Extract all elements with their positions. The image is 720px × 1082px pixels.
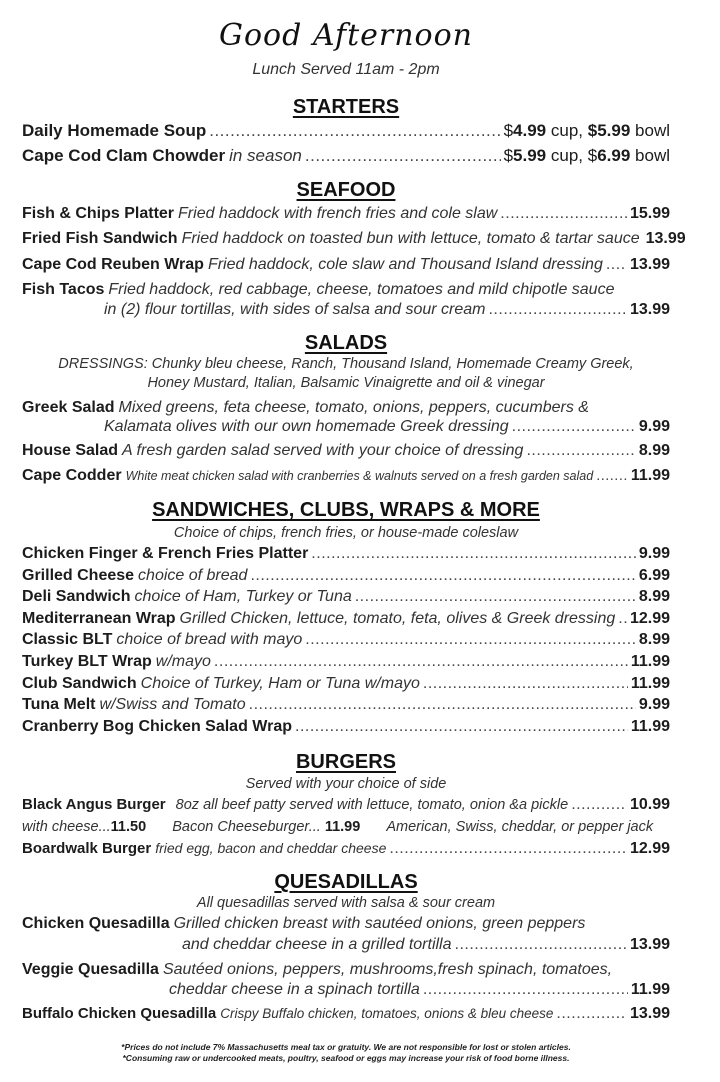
item-price: $5.99 cup, $6.99 bowl [503,146,670,165]
item-name: Turkey BLT Wrap [22,653,152,670]
menu-item [22,675,670,693]
item-name: House Salad [22,442,119,459]
sides-note: Choice of chips, french fries, or house-made coleslaw [173,525,519,541]
item-description: in (2) flour tortillas, with sides of salsa and sour cream [104,301,486,318]
menu-item [22,718,670,736]
section-heading-salads: SALADS [304,332,388,354]
leader-dots [250,567,635,585]
item-price: 8.99 [638,442,670,459]
item-description: White meat chicken salad with cranberries & walnuts served on a fresh garden salad [125,469,594,483]
leader-dots [423,675,628,693]
item-price: 10.99 [629,796,670,813]
menu-item-continued [22,418,670,436]
leader-dots [295,718,628,736]
item-description: Choice of Turkey, Ham or Tuna w/mayo [140,675,420,692]
leader-dots [249,696,636,714]
item-description: choice of bread [138,567,248,584]
item-price: 6.99 [638,567,670,584]
dressings-note: Honey Mustard, Italian, Balsamic Vinaigrette and oil & vinegar [147,375,545,391]
item-price: 11.99 [630,981,670,998]
menu-item [22,796,670,814]
menu-item [22,230,686,248]
item-name: Cape Cod Clam Chowder [22,146,226,165]
menu-item [22,545,670,563]
menu-item [22,567,670,585]
item-price: 13.99 [629,936,670,953]
item-price: 11.99 [630,653,670,670]
menu-item [22,653,670,671]
leader-dots [571,796,627,814]
item-name: Tuna Melt [22,696,96,713]
section-heading-seafood: SEAFOOD [296,179,396,201]
menu-item [22,915,670,933]
with-cheese-price: 11.50 [110,819,147,835]
leader-dots [423,981,628,999]
menu-item [22,121,670,141]
menu-item [22,399,670,417]
leader-dots [214,653,628,671]
item-price: 9.99 [638,418,670,435]
menu-item [22,146,670,166]
item-price: 11.99 [630,467,670,484]
food-safety-disclaimer: *Consuming raw or undercooked meats, poultry, seafood or eggs may increase your risk of food borne illness. [122,1053,570,1063]
section-heading-quesadillas: QUESADILLAS [274,871,418,893]
item-price: 12.99 [629,610,670,627]
item-description: in season [229,146,302,165]
menu-item [22,961,670,979]
item-price: 13.99 [629,301,670,318]
item-description: Fried haddock on toasted bun with lettuce, tomato & tartar sauce [181,230,640,247]
menu-item [22,467,670,485]
menu-item [22,696,670,714]
item-price: 11.99 [630,675,670,692]
item-description: Fried haddock with french fries and cole slaw [178,205,498,222]
menu-item-continued [22,936,670,954]
tax-disclaimer: *Prices do not include 7% Massachusetts meal tax or gratuity. We are not responsible for lost or stolen articles. [121,1042,571,1052]
item-description: Grilled Chicken, lettuce, tomato, feta, olives & Greek dressing [179,610,616,627]
item-price: 11.99 [630,718,670,735]
leader-dots [556,1005,627,1023]
item-price: $4.99 cup, $5.99 bowl [503,121,670,140]
burger-options [22,819,670,835]
item-description: choice of Ham, Turkey or Tuna [134,588,352,605]
section-heading-sandwiches: SANDWICHES, CLUBS, WRAPS & MORE [152,499,540,521]
item-price: 9.99 [638,696,670,713]
item-name: Daily Homemade Soup [22,121,207,140]
cheese-options: American, Swiss, cheddar, or pepper jack [386,819,654,835]
item-description: choice of bread with mayo [116,631,303,648]
leader-dots [305,631,636,649]
bacon-cheeseburger-price: 11.99 [324,819,361,835]
item-name: Chicken Quesadilla [22,915,170,932]
item-description: Mixed greens, feta cheese, tomato, onions, peppers, cucumbers & [118,399,589,416]
menu-item [22,588,670,606]
menu-item [22,840,670,858]
item-price: 13.99 [629,1005,670,1022]
leader-dots [618,610,627,628]
menu-item [22,281,670,299]
item-name: Boardwalk Burger [22,840,152,857]
item-name: Black Angus Burger [22,796,166,813]
leader-dots [512,418,636,436]
item-description: Sautéed onions, peppers, mushrooms,fresh spinach, tomatoes, [162,961,613,978]
item-name: Greek Salad [22,399,115,416]
leader-dots [596,468,628,484]
item-name: Fish & Chips Platter [22,205,175,222]
quesadillas-note: All quesadillas served with salsa & sour cream [196,895,496,911]
section-heading-burgers: BURGERS [295,751,396,773]
item-price: 8.99 [638,588,670,605]
item-description: cheddar cheese in a spinach tortilla [169,981,420,998]
item-name: Fish Tacos [22,281,105,298]
dressings-note: DRESSINGS: Chunky bleu cheese, Ranch, Thousand Island, Homemade Creamy Greek, [58,356,634,372]
menu-item-continued [22,301,670,319]
leader-dots [311,545,636,563]
leader-dots [305,146,501,166]
item-name: Club Sandwich [22,675,137,692]
item-description: fried egg, bacon and cheddar cheese [155,840,387,856]
menu-item [22,205,670,223]
item-name: Fried Fish Sandwich [22,230,178,247]
burgers-note: Served with your choice of side [245,776,447,792]
item-description: w/mayo [155,653,211,670]
item-price: 13.99 [629,256,670,273]
menu-item-continued [22,981,670,999]
item-name: Mediterranean Wrap [22,610,176,627]
item-name: Classic BLT [22,631,113,648]
section-heading-starters: STARTERS [292,96,400,118]
item-price: 9.99 [638,545,670,562]
leader-dots [355,588,636,606]
item-description: A fresh garden salad served with your choice of dressing [122,442,524,459]
menu-item [22,631,670,649]
item-name: Deli Sandwich [22,588,131,605]
leader-dots [209,121,500,141]
menu-item [22,256,670,274]
bacon-cheeseburger-label: Bacon Cheeseburger... [172,819,321,835]
leader-dots [500,205,627,223]
menu-item [22,1005,670,1023]
item-name: Cape Codder [22,467,122,484]
item-description: Kalamata olives with our own homemade Greek dressing [104,418,509,435]
item-description: w/Swiss and Tomato [99,696,246,713]
leader-dots [488,301,626,319]
item-name: Buffalo Chicken Quesadilla [22,1005,217,1022]
item-name: Cape Cod Reuben Wrap [22,256,204,273]
leader-dots [455,936,627,954]
with-cheese-label: with cheese... [22,819,111,835]
item-price: 15.99 [629,205,670,222]
item-description: Fried haddock, cole slaw and Thousand Island dressing [207,256,603,273]
menu-item [22,610,670,628]
menu-item [22,442,670,460]
item-description: Grilled chicken breast with sautéed onions, green peppers [173,915,586,932]
item-price: 13.99 [645,230,686,247]
item-name: Grilled Cheese [22,567,135,584]
item-description: Crispy Buffalo chicken, tomatoes, onions & bleu cheese [220,1006,554,1021]
item-description: 8oz all beef patty served with lettuce, tomato, onion &a pickle [175,797,569,813]
item-name: Veggie Quesadilla [22,961,159,978]
item-name: Chicken Finger & French Fries Platter [22,545,309,562]
item-price: 8.99 [638,631,670,648]
item-name: Cranberry Bog Chicken Salad Wrap [22,718,292,735]
item-price: 12.99 [629,840,670,857]
page-title: Good Afternoon [219,18,473,53]
lunch-hours: Lunch Served 11am - 2pm [252,61,440,78]
leader-dots [606,256,627,274]
item-description: Fried haddock, red cabbage, cheese, tomatoes and mild chipotle sauce [108,281,615,298]
leader-dots [389,840,627,858]
item-description: and cheddar cheese in a grilled tortilla [182,936,452,953]
leader-dots [526,442,635,460]
